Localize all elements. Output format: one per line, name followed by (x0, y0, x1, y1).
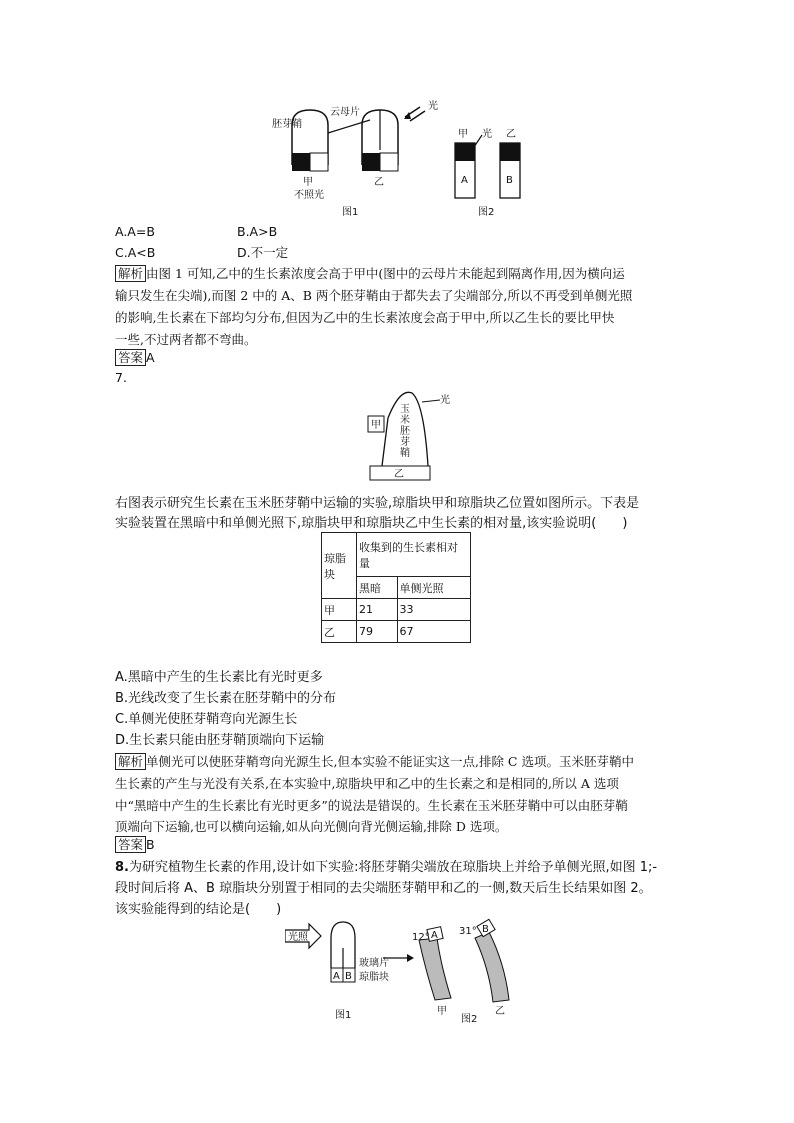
q6-option-c: C.A<B (115, 245, 156, 260)
q7-option-d: D.生长素只能由胚芽鞘顶端向下运输 (115, 733, 325, 748)
table-sub-light: 单侧光照 (397, 577, 470, 599)
label-yi: 乙 (374, 177, 384, 188)
q7-option-b: B.光线改变了生长素在胚芽鞘中的分布 (115, 691, 337, 706)
q7-analysis-line-3: 中“黑暗中产生的生长素比有光时更多”的说法是错误的。生长素在玉米胚芽鞘中可以由胚芽鞘 (115, 798, 628, 813)
q6-answer-tag: 答案 (115, 349, 146, 366)
label-angle-a: 12° (412, 932, 430, 943)
table-sub-dark: 黑暗 (357, 577, 398, 599)
q7-table (321, 532, 471, 643)
q6-option-a: A.A=B (115, 224, 155, 239)
q6-analysis-line-3: 的影响,生长素在下部均匀分布,但因为乙中的生长素浓度会高于甲中,所以乙生长的要比甲快 (115, 310, 615, 325)
q6-analysis-line-2: 输只发生在尖端),而图 2 中的 A、B 两个胚芽鞘由于都失去了尖端部分,所以不再受到单侧光照 (115, 288, 633, 303)
q7-label-light: 光 (440, 395, 450, 406)
coleoptile-b (500, 143, 520, 198)
svg-text:A: A (333, 971, 340, 982)
label-a: A (461, 175, 468, 186)
label-no-light: 不照光 (294, 190, 324, 201)
table-corner: 琼脂块 (322, 533, 357, 599)
q6-analysis-line-4: 一些,不过两者都不弯曲。 (115, 332, 257, 347)
svg-text:米: 米 (400, 415, 410, 426)
svg-text:芽: 芽 (400, 437, 410, 448)
figure-q7 (360, 388, 460, 488)
q7-option-c: C.单侧光使胚芽鞘弯向光源生长 (115, 712, 298, 727)
q6-analysis-line-1: 解析 由图 1 可知,乙中的生长素浓度会高于甲中(图中的云母片未能起到隔离作用,因为横向运 (115, 264, 625, 283)
q8-stem-line-1: 8.为研究植物生长素的作用,设计如下实验:将胚芽鞘尖端放在琼脂块上并给予单侧光照,如图 1;- (115, 860, 658, 875)
label-fig2: 图2 (478, 207, 495, 218)
agar-block-jia (292, 153, 310, 171)
q7-stem-line-2: 实验装置在黑暗中和单侧光照下,琼脂块甲和琼脂块乙中生长素的相对量,该实验说明( ) (115, 516, 628, 531)
q7-option-a: A.黑暗中产生的生长素比有光时更多 (115, 670, 323, 685)
table-row: 甲 21 33 (322, 599, 471, 621)
label-q8-jia: 甲 (437, 1006, 447, 1017)
q6-option-b: B.A>B (237, 224, 278, 239)
mica-pointer (328, 120, 370, 133)
svg-text:B: B (482, 924, 489, 935)
label-fig1: 图1 (342, 207, 359, 218)
q6-analysis-tag: 解析 (115, 265, 146, 282)
q7-analysis-line-1: 解析 单侧光可以使胚芽鞘弯向光源生长,但本实验不能证实这一点,排除 C 选项。玉米胚芽鞘中 (115, 752, 634, 771)
svg-text:A: A (431, 930, 438, 941)
q8-stem-line-3: 该实验能得到的结论是( ) (115, 902, 282, 917)
figure-q8 (285, 918, 525, 1026)
label-agar: 琼脂块 (359, 972, 389, 983)
q7-stem-line-1: 右图表示研究生长素在玉米胚芽鞘中运输的实验,琼脂块甲和琼脂块乙位置如图所示。下表是 (115, 496, 640, 511)
q7-analysis-tag: 解析 (115, 753, 146, 770)
svg-text:B: B (345, 971, 352, 982)
coleoptile-a (455, 143, 475, 198)
label-b: B (506, 175, 513, 186)
q7-number: 7. (115, 370, 127, 385)
label-coleoptile-1: 胚芽鞘 (272, 119, 302, 130)
label-mica: 云母片 (330, 107, 360, 118)
svg-text:鞘: 鞘 (400, 448, 410, 459)
label-jia2: 甲 (458, 129, 468, 140)
q7-answer: 答案 B (115, 835, 155, 854)
label-light2: 光 (482, 129, 492, 140)
q7-label-jia: 甲 (371, 420, 381, 431)
label-light: 光 (428, 101, 438, 112)
q8-stem-line-2: 段时间后将 A、B 琼脂块分别置于相同的去尖端胚芽鞘甲和乙的一侧,数天后生长结果如图 2。 (115, 881, 652, 896)
svg-text:胚: 胚 (400, 426, 410, 437)
light-arrow-icon (404, 107, 425, 121)
q6-answer: 答案 A (115, 348, 155, 367)
coleoptile-yi (362, 110, 398, 171)
label-q8-fig2: 图2 (461, 1014, 478, 1025)
q7-analysis-line-4: 顶端向下运输,也可以横向运输,如从向光侧向背光侧运输,排除 D 选项。 (115, 819, 508, 834)
label-q8-fig1: 图1 (335, 1010, 352, 1021)
light-arrow-icon (285, 924, 321, 948)
table-header: 收集到的生长素相对量 (357, 533, 471, 577)
label-angle-b: 31° (459, 926, 477, 937)
svg-text:玉: 玉 (400, 404, 410, 415)
label-jia: 甲 (303, 177, 313, 188)
q7-analysis-line-2: 生长素的产生与光没有关系,在本实验中,琼脂块甲和乙中的生长素之和是相同的,所以 A 选项 (115, 776, 619, 791)
q7-label-yi: 乙 (394, 469, 404, 480)
q6-option-d: D.不一定 (237, 245, 289, 260)
figure-top (270, 95, 540, 220)
q7-answer-tag: 答案 (115, 836, 146, 853)
label-glass: 玻璃片 (359, 958, 389, 969)
label-yi2: 乙 (506, 129, 516, 140)
table-row: 乙 79 67 (322, 621, 471, 643)
label-q8-yi: 乙 (495, 1006, 505, 1017)
svg-text:光照: 光照 (288, 932, 308, 943)
